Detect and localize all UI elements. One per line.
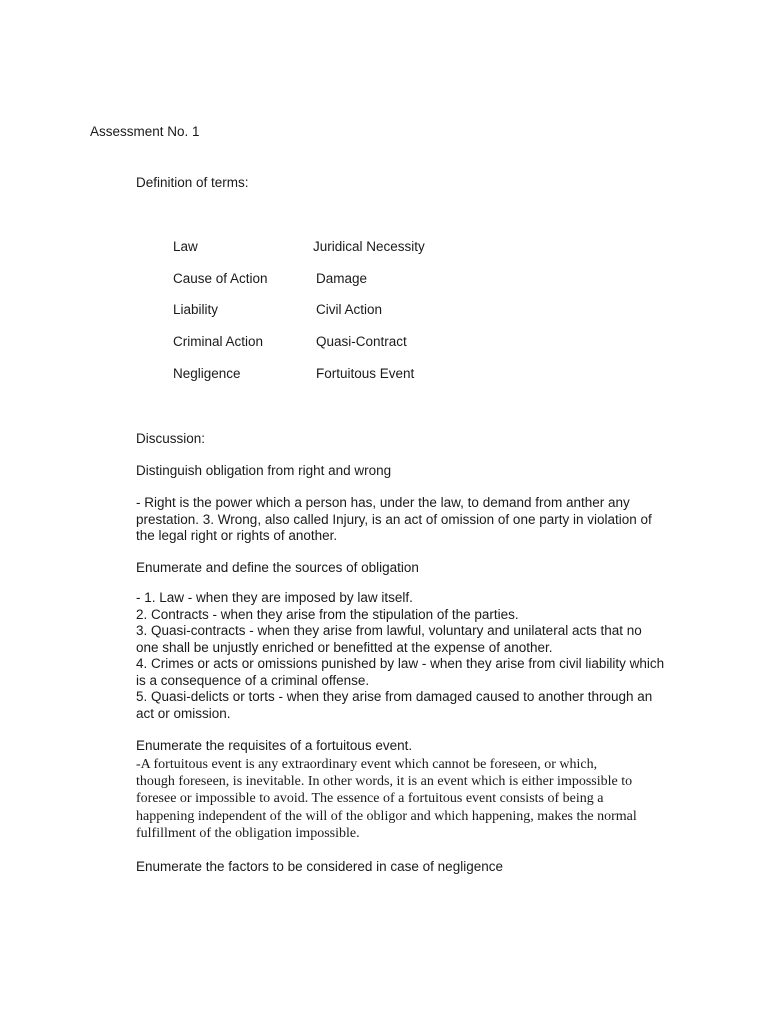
question-2: Enumerate and define the sources of obligation (136, 560, 419, 575)
answer-line: is a consequence of a criminal offense. (136, 672, 370, 688)
answer-line: 3. Quasi-contracts - when they arise from lawful, voluntary and unilateral acts that no (136, 623, 642, 638)
answer-line: one shall be unjustly enriched or benefitted at the expense of another. (136, 639, 553, 655)
term-left: Cause of Action (173, 271, 268, 286)
term-right: Damage (316, 271, 368, 286)
answer-line: fulfillment of the obligation impossible. (136, 825, 360, 841)
answer-line: foresee or impossible to avoid. The essence of a fortuitous event consists of being a (136, 791, 604, 807)
answer-3 (136, 756, 696, 842)
answer-line: prestation. 3. Wrong, also called Injury, is an act of omission of one party in violation of (136, 511, 652, 527)
discussion-heading: Discussion: (136, 431, 206, 446)
term-right: Civil Action (316, 302, 383, 317)
term-left: Criminal Action (173, 334, 264, 349)
answer-line: - Right is the power which a person has, under the law, to demand from anther any (136, 495, 630, 510)
term-left: Law (173, 239, 198, 254)
answer-line: happening independent of the will of the obligor and which happening, makes the normal (136, 808, 637, 824)
term-right: Quasi-Contract (316, 334, 407, 349)
term-left: Negligence (173, 366, 241, 381)
document-title: Assessment No. 1 (90, 124, 200, 139)
answer-2 (136, 590, 696, 722)
term-right: Fortuitous Event (316, 366, 415, 381)
question-1: Distinguish obligation from right and wrong (136, 463, 392, 478)
answer-1 (136, 495, 696, 545)
question-3: Enumerate the requisites of a fortuitous event. (136, 738, 413, 753)
answer-line: the legal right or rights of another. (136, 528, 338, 543)
answer-line: 4. Crimes or acts or omissions punished by law - when they arise from civil liability which (136, 656, 665, 671)
definitions-heading: Definition of terms: (136, 175, 249, 190)
term-right: Juridical Necessity (313, 239, 425, 254)
answer-line: 2. Contracts - when they arise from the stipulation of the parties. (136, 606, 519, 622)
answer-line: - 1. Law - when they are imposed by law itself. (136, 590, 413, 605)
answer-line: though foreseen, is inevitable. In other words, it is an event which is either impossible to (136, 774, 633, 790)
answer-line: -A fortuitous event is any extraordinary event which cannot be foreseen, or which, (136, 757, 598, 772)
term-left: Liability (173, 302, 219, 317)
answer-line: 5. Quasi-delicts or torts - when they arise from damaged caused to another through an (136, 689, 653, 704)
question-4: Enumerate the factors to be considered in case of negligence (136, 859, 503, 874)
answer-line: act or omission. (136, 705, 231, 721)
